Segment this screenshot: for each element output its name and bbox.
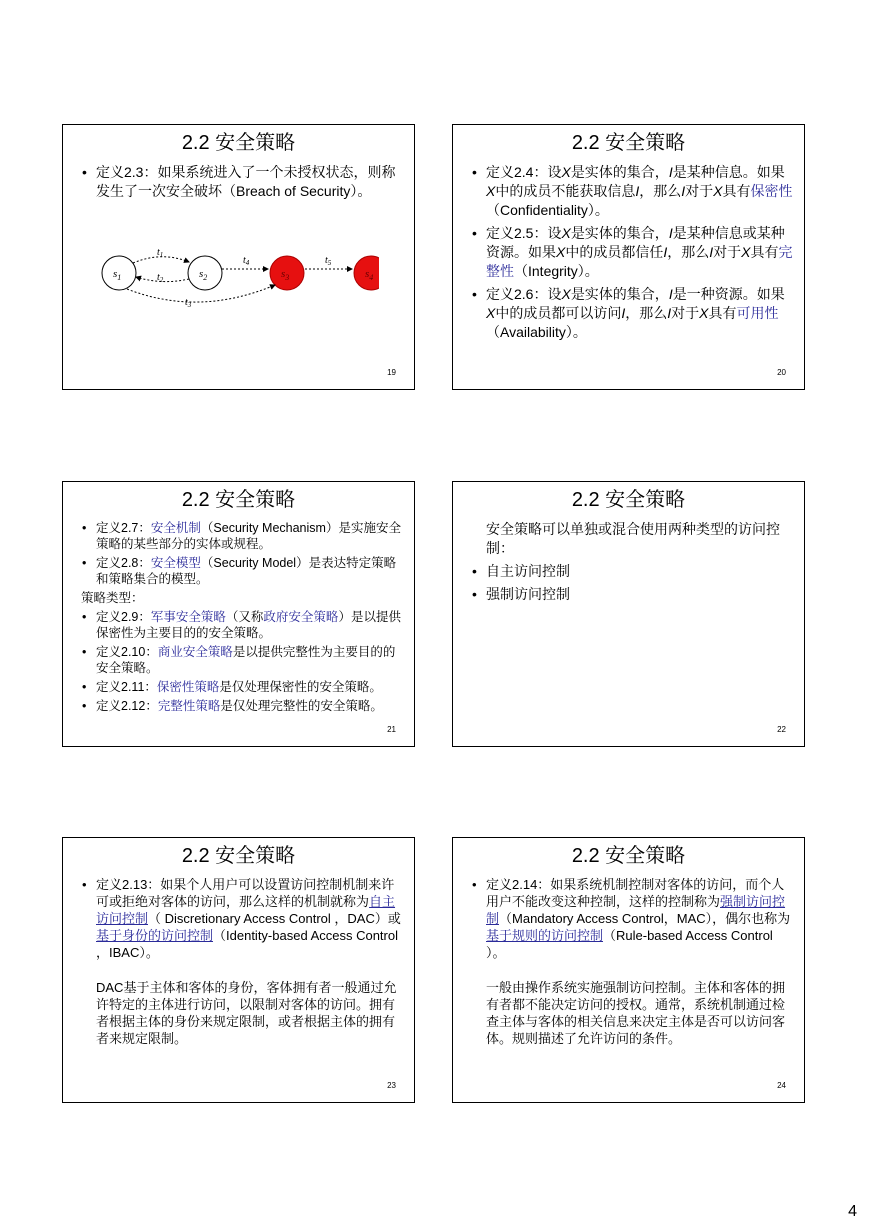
definition-2-3: • 定义2.3：如果系统进入了一个未授权状态，则称发生了一次安全破坏（Breach of Security）。 xyxy=(81,163,404,201)
slide-22 xyxy=(452,481,805,747)
svg-text:s4: $s_4$ xyxy=(365,268,374,282)
mac-paragraph: 一般由操作系统实施强制访问控制。主体和客体的拥有者都不能决定访问的授权。通常，系统机制通过检查主体与客体的相关信息来决定主体是否可以访问客体。规则描述了允许访问的条件。 xyxy=(486,980,786,1046)
definition-2-9: • 定义2.9：军事安全策略（又称政府安全策略）是以提供保密性为主要目的的安全策略。 xyxy=(81,609,404,641)
definition-2-12: • 定义2.12：完整性策略是仅处理完整性的安全策略。 xyxy=(81,698,404,714)
svg-text:s1: $s_1$ xyxy=(113,268,122,282)
slide-number: 21 xyxy=(387,725,396,734)
list-item: • 强制访问控制 xyxy=(471,585,794,604)
slide-number: 23 xyxy=(387,1081,396,1090)
definition-2-13: • 定义2.13：如果个人用户可以设置访问控制机制来许可或拒绝对客体的访问，那么这样的机制就称为自主访问控制（ Discretionary Access Control ，DAC）或基于身份的访问控制（Identity-based Access Control ，IBAC）。 xyxy=(81,876,404,961)
slide-content xyxy=(471,876,794,1047)
slide-21 xyxy=(62,481,415,747)
slide-title: 2.2 安全策略 xyxy=(181,132,296,154)
definition-2-8: • 定义2.8：安全模型（Security Model）是表达特定策略和策略集合的模型。 xyxy=(81,555,404,587)
slide-content xyxy=(81,163,404,205)
slide-19 xyxy=(62,124,415,390)
svg-text:t1: $t_1$ xyxy=(157,247,164,259)
svg-text:t4: $t_4$ xyxy=(243,255,250,267)
svg-text:t3: $t_3$ xyxy=(185,297,192,309)
slide-title: 2.2 安全策略 xyxy=(571,845,686,867)
svg-text:t2: $t_2$ xyxy=(157,272,164,284)
definition-2-4: • 定义2.4：设X是实体的集合，I是某种信息。如果X中的成员不能获取信息I，那么I对于X具有保密性（Confidentiality）。 xyxy=(471,163,794,220)
definition-2-14: • 定义2.14：如果系统机制控制对客体的访问，而个人用户不能改变这种控制，这样的控制称为强制访问控制（Mandatory Access Control，MAC），偶尔也称为基于规则的访问控制（Rule-based Access Control ）。 xyxy=(471,876,794,961)
definition-2-7: • 定义2.7：安全机制（Security Mechanism）是实施安全策略的某些部分的实体或规程。 xyxy=(81,520,404,552)
svg-text:s2: $s_2$ xyxy=(199,268,208,282)
slide-title: 2.2 安全策略 xyxy=(571,132,686,154)
list-item: • 自主访问控制 xyxy=(471,562,794,581)
term-integrity: 完整性 xyxy=(486,244,793,279)
slide-number: 24 xyxy=(777,1081,786,1090)
slide-content xyxy=(81,520,404,717)
definition-2-5: • 定义2.5：设X是实体的集合，I是某种信息或某种资源。如果X中的成员都信任I，那么I对于X具有完整性（Integrity）。 xyxy=(471,224,794,281)
slide-number: 22 xyxy=(777,725,786,734)
slide-24 xyxy=(452,837,805,1103)
definition-2-6: • 定义2.6：设X是实体的集合，I是一种资源。如果X中的成员都可以访问I，那么I对于X具有可用性（Availability）。 xyxy=(471,285,794,342)
slide-number: 19 xyxy=(387,368,396,377)
slide-number: 20 xyxy=(777,368,786,377)
term-confidentiality: 保密性 xyxy=(750,183,793,199)
dac-paragraph: DAC基于主体和客体的身份，客体拥有者一般通过允许特定的主体进行访问，以限制对客体的访问。拥有者根据主体的身份来规定限制，或者根据主体的拥有者来规定限制。 xyxy=(96,980,397,1046)
term-availability: 可用性 xyxy=(736,305,779,321)
definition-2-10: • 定义2.10：商业安全策略是以提供完整性为主要目的的安全策略。 xyxy=(81,644,404,676)
page-number: 4 xyxy=(848,1203,857,1220)
slide-title: 2.2 安全策略 xyxy=(571,489,686,511)
svg-text:t5: $t_5$ xyxy=(325,255,332,267)
state-transition-diagram xyxy=(99,245,379,315)
definition-2-11: • 定义2.11：保密性策略是仅处理保密性的安全策略。 xyxy=(81,679,404,695)
slide-23 xyxy=(62,837,415,1103)
slide-content xyxy=(471,163,794,346)
slide-title: 2.2 安全策略 xyxy=(181,489,296,511)
slide-content xyxy=(471,520,794,608)
intro-text: 安全策略可以单独或混合使用两种类型的访问控制： xyxy=(486,521,780,556)
slide-content xyxy=(81,876,404,1047)
slide-20 xyxy=(452,124,805,390)
policy-types-label: 策略类型： xyxy=(81,591,144,605)
slide-title: 2.2 安全策略 xyxy=(181,845,296,867)
svg-text:s3: $s_3$ xyxy=(281,268,290,282)
